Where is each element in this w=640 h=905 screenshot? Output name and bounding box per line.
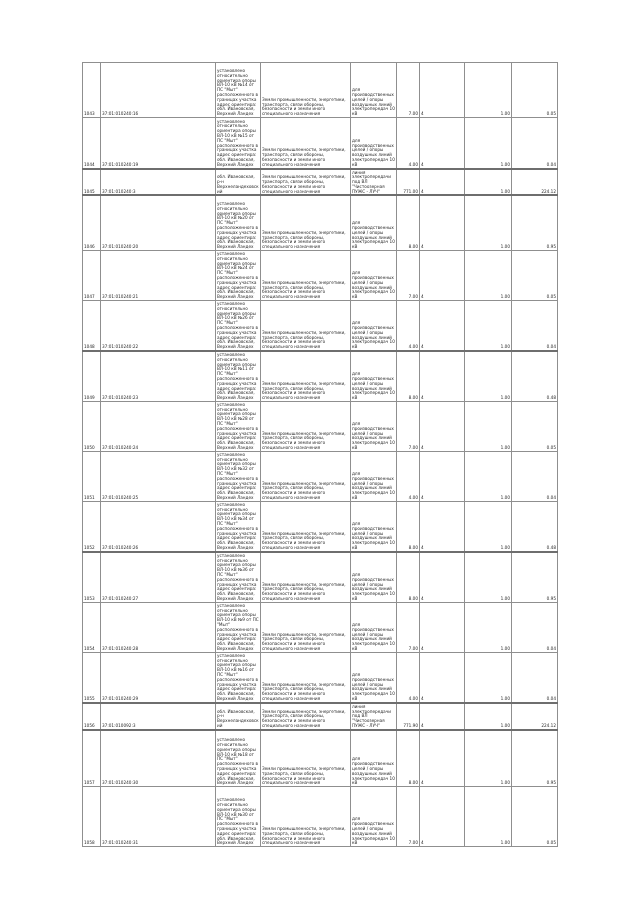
row-number-cell: 1058 <box>83 787 101 847</box>
land-category-cell: Земли промышленности, энергетики, транспорта, связи обороны, безопасности и земли иного специального назначения <box>261 250 351 300</box>
table-row <box>83 401 558 451</box>
land-category-cell: Земли промышленности, энергетики, транспорта, связи обороны, безопасности и земли иного специального назначения <box>261 300 351 350</box>
table-row <box>83 300 558 350</box>
permitted-use-cell: для производственных целей / опоры воздушных линий электропередач 10 кВ <box>351 351 397 401</box>
cadastral-number-cell: 37:01:010240:20 <box>101 195 216 250</box>
cadastral-number-cell: 37:01:010240:22 <box>101 300 216 350</box>
permitted-use-cell: для производственных целей / опоры воздушных линий электропередач 10 кВ <box>351 401 397 451</box>
land-category-cell: Земли промышленности, энергетики, транспорта, связи обороны, безопасности и земли иного специального назначения <box>261 703 351 730</box>
cadastral-number-cell: 37:01:010240:21 <box>101 250 216 300</box>
permitted-use-cell: для производственных целей / опоры воздушных линий электропередач 10 кВ <box>351 300 397 350</box>
rate-cell: 1.00 <box>465 169 512 196</box>
location-cell: установлено относительно ориентира опоры ВЛ-10 кВ №11 от ПС "Мыт" расположенного в границах участка адрес ориентира: обл. Ивановская, Верхний Ландех <box>216 351 261 401</box>
cadastral-number-cell: 37:01:010240:28 <box>101 602 216 652</box>
permitted-use-cell: для производственных целей / опоры воздушных линий электропередач 10 кВ <box>351 552 397 602</box>
location-cell: установлено относительно ориентира опоры ВЛ-10 кВ №30 от ПС "Мыт" расположенного в границах участка адрес ориентира: обл. Ивановская, Верхний Ландех <box>216 787 261 847</box>
land-category-cell: Земли промышленности, энергетики, транспорта, связи обороны, безопасности и земли иного специального назначения <box>261 63 351 118</box>
land-category-cell: Земли промышленности, энергетики, транспорта, связи обороны, безопасности и земли иного специального назначения <box>261 451 351 501</box>
rate-cell: 1.00 <box>465 602 512 652</box>
permitted-use-cell: для производственных целей / опоры воздушных линий электропередач 10 кВ <box>351 63 397 118</box>
rate-cell: 1.00 <box>465 351 512 401</box>
row-number-cell: 1043 <box>83 63 101 118</box>
rate-cell: 1.00 <box>465 451 512 501</box>
row-number-cell: 1047 <box>83 250 101 300</box>
group-cell: 4 <box>420 300 465 350</box>
row-number-cell: 1050 <box>83 401 101 451</box>
cadastral-number-cell: 37:01:010240:30 <box>101 730 216 787</box>
area-cell: 4.00 <box>397 652 420 702</box>
rate-cell: 1.00 <box>465 250 512 300</box>
land-category-cell: Земли промышленности, энергетики, транспорта, связи обороны, безопасности и земли иного специального назначения <box>261 169 351 196</box>
location-cell: обл. Ивановская, р-н Верхнеландеховский <box>216 169 261 196</box>
location-cell: установлено относительно ориентира опоры ВЛ-10 кВ №24 от ПС "Мыт" расположенного в границах участка адрес ориентира: обл. Ивановская, Верхний Ландех <box>216 250 261 300</box>
group-cell: 4 <box>420 787 465 847</box>
row-number-cell: 1044 <box>83 118 101 169</box>
area-cell: 8.00 <box>397 195 420 250</box>
table-row <box>83 730 558 787</box>
location-cell: установлено относительно ориентира опоры ВЛ-10 кВ №20 от ПС "Мыт" расположенного в границах участка адрес ориентира: обл. Ивановская, Верхний Ландех <box>216 195 261 250</box>
location-cell: установлено относительно ориентира опоры ВЛ-10 кВ №36 от ПС "Мыт" расположенного в границах участка адрес ориентира: обл. Ивановская, Верхний Ландех <box>216 552 261 602</box>
cadastral-number-cell: 37:01:010240:3 <box>101 169 216 196</box>
land-category-cell: Земли промышленности, энергетики, транспорта, связи обороны, безопасности и земли иного специального назначения <box>261 652 351 702</box>
row-number-cell: 1055 <box>83 652 101 702</box>
row-number-cell: 1053 <box>83 552 101 602</box>
location-cell: установлено относительно ориентира опоры ВЛ-10 кВ №28 от ПС "Мыт" расположенного в границах участка адрес ориентира: обл. Ивановская, Верхний Ландех <box>216 401 261 451</box>
group-cell: 4 <box>420 169 465 196</box>
group-cell: 4 <box>420 250 465 300</box>
group-cell: 4 <box>420 501 465 551</box>
area-cell: 7.00 <box>397 63 420 118</box>
location-cell: установлено относительно ориентира опоры ВЛ-10 кВ №26 от ПС "Мыт" расположенного в границах участка адрес ориентира: обл. Ивановская, Верхний Ландех <box>216 300 261 350</box>
cadastral-number-cell: 37:01:010240:16 <box>101 63 216 118</box>
group-cell: 4 <box>420 730 465 787</box>
location-cell: установлено относительно ориентира опоры ВЛ-10 кВ №15 от ПС "Мыт" расположенного в границах участка адрес ориентира: обл. Ивановская, Верхний Ландех <box>216 118 261 169</box>
value-cell: 0.48 <box>512 351 558 401</box>
area-cell: 8.00 <box>397 351 420 401</box>
row-number-cell: 1057 <box>83 730 101 787</box>
permitted-use-cell: для производственных целей / опоры воздушных линий электропередач 10 кВ <box>351 118 397 169</box>
rate-cell: 1.00 <box>465 300 512 350</box>
location-cell: установлено относительно ориентира опоры ВЛ-10 кВ №34 от ПС "Мыт" расположенного в границах участка адрес ориентира: обл. Ивановская, Верхний Ландех <box>216 501 261 551</box>
cadastral-number-cell: 37:01:010240:31 <box>101 787 216 847</box>
value-cell: 0.05 <box>512 250 558 300</box>
table-row <box>83 250 558 300</box>
rate-cell: 1.00 <box>465 118 512 169</box>
permitted-use-cell: для производственных целей / опоры воздушных линий электропередач 10 кВ <box>351 501 397 551</box>
value-cell: 0.05 <box>512 401 558 451</box>
rate-cell: 1.00 <box>465 730 512 787</box>
area-cell: 7.00 <box>397 401 420 451</box>
row-number-cell: 1049 <box>83 351 101 401</box>
area-cell: 4.00 <box>397 300 420 350</box>
land-category-cell: Земли промышленности, энергетики, транспорта, связи обороны, безопасности и земли иного специального назначения <box>261 501 351 551</box>
row-number-cell: 1051 <box>83 451 101 501</box>
permitted-use-cell: для производственных целей / опоры воздушных линий электропередач 10 кВ <box>351 451 397 501</box>
parcels-table <box>82 62 558 847</box>
value-cell: 0.04 <box>512 118 558 169</box>
permitted-use-cell: для производственных целей / опоры воздушных линий электропередач 10 кВ <box>351 195 397 250</box>
value-cell: 0.04 <box>512 451 558 501</box>
area-cell: 7.00 <box>397 787 420 847</box>
location-cell: обл. Ивановская, р-н Верхнеландеховский <box>216 703 261 730</box>
land-category-cell: Земли промышленности, энергетики, транспорта, связи обороны, безопасности и земли иного специального назначения <box>261 118 351 169</box>
rate-cell: 1.00 <box>465 787 512 847</box>
row-number-cell: 1048 <box>83 300 101 350</box>
area-cell: 8.00 <box>397 501 420 551</box>
land-category-cell: Земли промышленности, энергетики, транспорта, связи обороны, безопасности и земли иного специального назначения <box>261 602 351 652</box>
group-cell: 4 <box>420 118 465 169</box>
value-cell: 0.48 <box>512 501 558 551</box>
group-cell: 4 <box>420 652 465 702</box>
group-cell: 4 <box>420 703 465 730</box>
group-cell: 4 <box>420 351 465 401</box>
table-row <box>83 63 558 118</box>
table-row <box>83 351 558 401</box>
cadastral-number-cell: 37:01:010092:3 <box>101 703 216 730</box>
cadastral-number-cell: 37:01:010240:25 <box>101 451 216 501</box>
table-row <box>83 652 558 702</box>
value-cell: 0.95 <box>512 730 558 787</box>
value-cell: 0.04 <box>512 300 558 350</box>
permitted-use-cell: для производственных целей / опоры воздушных линий электропередач 10 кВ <box>351 730 397 787</box>
row-number-cell: 1056 <box>83 703 101 730</box>
land-category-cell: Земли промышленности, энергетики, транспорта, связи обороны, безопасности и земли иного специального назначения <box>261 552 351 602</box>
rate-cell: 1.00 <box>465 652 512 702</box>
rate-cell: 1.00 <box>465 63 512 118</box>
group-cell: 4 <box>420 401 465 451</box>
permitted-use-cell: линия электропередачи под ВЛ "Чистоозерная ПУЖС - ЛУЧ" <box>351 703 397 730</box>
rate-cell: 1.00 <box>465 401 512 451</box>
table-row <box>83 787 558 847</box>
value-cell: 224.12 <box>512 169 558 196</box>
cadastral-number-cell: 37:01:010240:27 <box>101 552 216 602</box>
area-cell: 771.00 <box>397 169 420 196</box>
land-category-cell: Земли промышленности, энергетики, транспорта, связи обороны, безопасности и земли иного специального назначения <box>261 351 351 401</box>
value-cell: 0.05 <box>512 787 558 847</box>
area-cell: 4.00 <box>397 451 420 501</box>
area-cell: 8.00 <box>397 552 420 602</box>
rate-cell: 1.00 <box>465 703 512 730</box>
land-category-cell: Земли промышленности, энергетики, транспорта, связи обороны, безопасности и земли иного специального назначения <box>261 195 351 250</box>
value-cell: 0.05 <box>512 63 558 118</box>
area-cell: 7.00 <box>397 250 420 300</box>
permitted-use-cell: для производственных целей / опоры воздушных линий электропередач 10 кВ <box>351 602 397 652</box>
table-row <box>83 451 558 501</box>
rate-cell: 1.00 <box>465 501 512 551</box>
group-cell: 4 <box>420 451 465 501</box>
rate-cell: 1.00 <box>465 195 512 250</box>
land-category-cell: Земли промышленности, энергетики, транспорта, связи обороны, безопасности и земли иного специального назначения <box>261 787 351 847</box>
land-category-cell: Земли промышленности, энергетики, транспорта, связи обороны, безопасности и земли иного специального назначения <box>261 730 351 787</box>
table-row <box>83 703 558 730</box>
area-cell: 4.00 <box>397 118 420 169</box>
row-number-cell: 1054 <box>83 602 101 652</box>
permitted-use-cell: линия электропередачи под ВЛ "Чистоозерная ПУЖС - ЛУЧ" <box>351 169 397 196</box>
group-cell: 4 <box>420 552 465 602</box>
cadastral-number-cell: 37:01:010240:19 <box>101 118 216 169</box>
cadastral-number-cell: 37:01:010240:26 <box>101 501 216 551</box>
value-cell: 0.04 <box>512 652 558 702</box>
area-cell: 8.00 <box>397 730 420 787</box>
group-cell: 4 <box>420 195 465 250</box>
location-cell: установлено относительно ориентира опоры ВЛ-10 кВ №18 от ПС "Мыт" расположенного в границах участка адрес ориентира: обл. Ивановская, Верхний Ландех <box>216 730 261 787</box>
location-cell: установлено относительно ориентира опоры ВЛ-10 кВ №14 от ПС "Мыт" расположенного в границах участка адрес ориентира: обл. Ивановская, Верхний Ландех <box>216 63 261 118</box>
value-cell: 0.04 <box>512 602 558 652</box>
cadastral-number-cell: 37:01:010240:24 <box>101 401 216 451</box>
value-cell: 0.95 <box>512 195 558 250</box>
group-cell: 4 <box>420 602 465 652</box>
location-cell: установлено относительно ориентира опоры ВЛ-10 кВ №32 от ПС "Мыт" расположенного в границах участка адрес ориентира: обл. Ивановская, Верхний Ландех <box>216 451 261 501</box>
value-cell: 224.12 <box>512 703 558 730</box>
cadastral-number-cell: 37:01:010240:23 <box>101 351 216 401</box>
table-row <box>83 169 558 196</box>
table-row <box>83 552 558 602</box>
permitted-use-cell: для производственных целей / опоры воздушных линий электропередач 10 кВ <box>351 250 397 300</box>
table-row <box>83 118 558 169</box>
table-row <box>83 602 558 652</box>
group-cell: 4 <box>420 63 465 118</box>
area-cell: 7.00 <box>397 602 420 652</box>
row-number-cell: 1045 <box>83 169 101 196</box>
table-row <box>83 501 558 551</box>
table-row <box>83 195 558 250</box>
rate-cell: 1.00 <box>465 552 512 602</box>
land-category-cell: Земли промышленности, энергетики, транспорта, связи обороны, безопасности и земли иного специального назначения <box>261 401 351 451</box>
row-number-cell: 1046 <box>83 195 101 250</box>
row-number-cell: 1052 <box>83 501 101 551</box>
location-cell: установлено относительно ориентира опоры ВЛ-10 кВ №16 от ПС "Мыт" расположенного в границах участка адрес ориентира: обл. Ивановская, Верхний Ландех <box>216 652 261 702</box>
location-cell: установлено относительно ориентира опоры ВЛ-10 кВ №9 от ПС "Мыт" расположенного в границах участка адрес ориентира: обл. Ивановская, Верхний Ландех <box>217 602 259 651</box>
permitted-use-cell: для производственных целей / опоры воздушных линий электропередач 10 кВ <box>351 787 397 847</box>
value-cell: 0.95 <box>512 552 558 602</box>
area-cell: 771.90 <box>397 703 420 730</box>
cadastral-number-cell: 37:01:010240:29 <box>101 652 216 702</box>
permitted-use-cell: для производственных целей / опоры воздушных линий электропередач 10 кВ <box>351 652 397 702</box>
